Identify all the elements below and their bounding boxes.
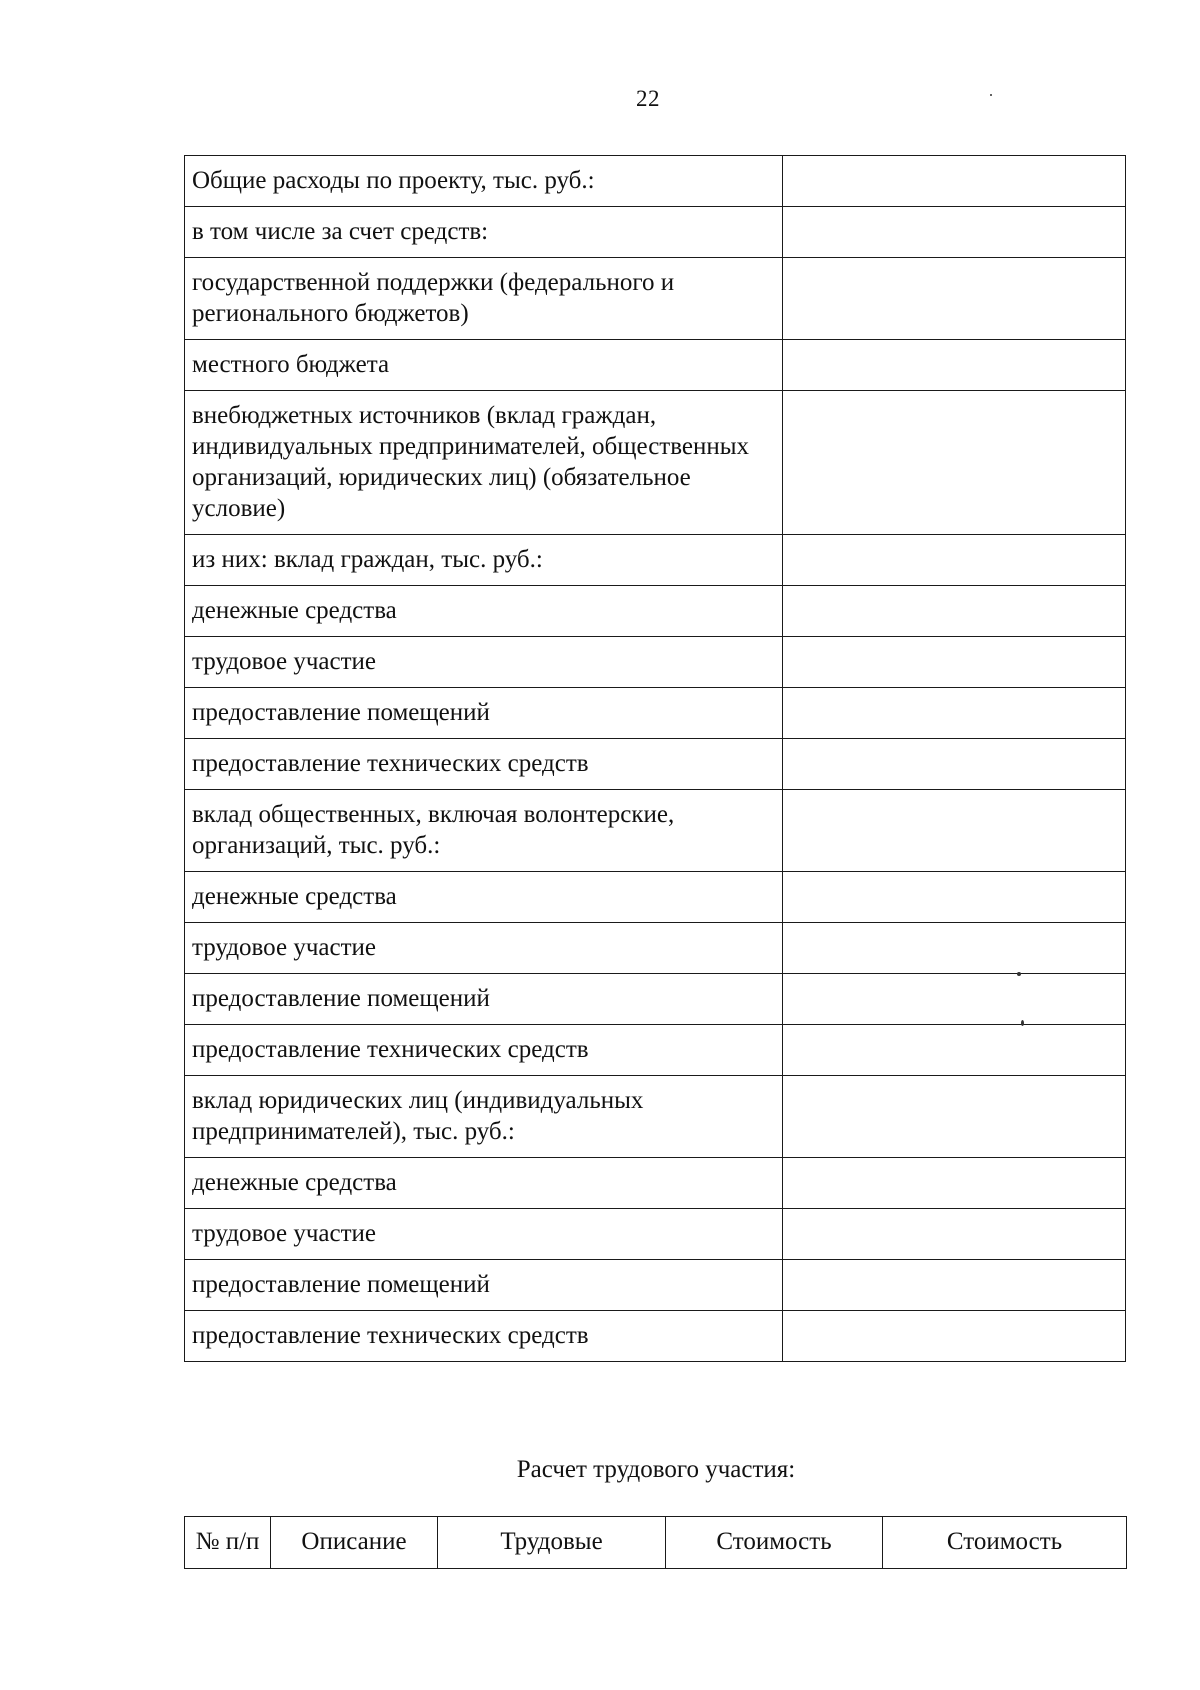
row-value — [783, 688, 1126, 739]
table-row — [185, 586, 1126, 637]
row-value — [783, 391, 1126, 535]
labor-calculation-table — [184, 1516, 1127, 1569]
row-value — [783, 156, 1126, 207]
scan-speck — [1017, 972, 1021, 976]
row-value — [783, 1076, 1126, 1158]
table-row — [185, 258, 1126, 340]
row-label: предоставление технических средств — [185, 1025, 783, 1076]
row-label: предоставление помещений — [185, 688, 783, 739]
table-row — [185, 1158, 1126, 1209]
row-label: Общие расходы по проекту, тыс. руб.: — [185, 156, 783, 207]
project-expenses-table — [184, 155, 1126, 1362]
row-label: денежные средства — [185, 872, 783, 923]
row-value — [783, 586, 1126, 637]
row-value — [783, 923, 1126, 974]
table-row — [185, 974, 1126, 1025]
row-value — [783, 207, 1126, 258]
row-value — [783, 1209, 1126, 1260]
row-label: из них: вклад граждан, тыс. руб.: — [185, 535, 783, 586]
table-row — [185, 535, 1126, 586]
table-row — [185, 1076, 1126, 1158]
row-label: трудовое участие — [185, 923, 783, 974]
row-value — [783, 872, 1126, 923]
row-label: вклад юридических лиц (индивидуальных предпринимателей), тыс. руб.: — [185, 1076, 783, 1158]
table-row — [185, 923, 1126, 974]
page-number: 22 — [636, 86, 660, 111]
row-value — [783, 974, 1126, 1025]
row-value — [783, 1311, 1126, 1362]
row-label: внебюджетных источников (вклад граждан, индивидуальных предпринимателей, общественных организаций, юридических лиц) (обязательное условие) — [185, 391, 783, 535]
scan-speck — [1021, 1020, 1024, 1026]
table-row — [185, 1311, 1126, 1362]
row-value — [783, 739, 1126, 790]
table-row — [185, 1260, 1126, 1311]
row-label: денежные средства — [185, 586, 783, 637]
scan-speck — [990, 94, 992, 96]
row-label: предоставление помещений — [185, 974, 783, 1025]
labor-header-row — [185, 1517, 1127, 1569]
row-label: денежные средства — [185, 1158, 783, 1209]
column-header-cost: Стоимость — [666, 1517, 883, 1569]
column-header-number: № п/п — [185, 1517, 271, 1569]
table-row — [185, 207, 1126, 258]
row-value — [783, 1260, 1126, 1311]
labor-calculation-title: Расчет трудового участия: — [516, 1456, 796, 1483]
column-header-labor: Трудовые — [438, 1517, 666, 1569]
row-label: предоставление технических средств — [185, 1311, 783, 1362]
table-row — [185, 688, 1126, 739]
row-label: вклад общественных, включая волонтерские, организаций, тыс. руб.: — [185, 790, 783, 872]
row-label: в том числе за счет средств: — [185, 207, 783, 258]
table-row — [185, 739, 1126, 790]
table-row — [185, 790, 1126, 872]
row-label: государственной поддержки (федерального и регионального бюджетов) — [185, 258, 783, 340]
row-value — [783, 790, 1126, 872]
row-value — [783, 1158, 1126, 1209]
row-label: трудовое участие — [185, 637, 783, 688]
column-header-description: Описание — [271, 1517, 438, 1569]
row-label: трудовое участие — [185, 1209, 783, 1260]
table-row — [185, 1209, 1126, 1260]
row-value — [783, 258, 1126, 340]
table-row — [185, 156, 1126, 207]
row-label: предоставление технических средств — [185, 739, 783, 790]
row-value — [783, 637, 1126, 688]
row-value — [783, 340, 1126, 391]
table-row — [185, 340, 1126, 391]
table-row — [185, 391, 1126, 535]
table-row — [185, 872, 1126, 923]
row-value — [783, 1025, 1126, 1076]
column-header-cost-total: Стоимость — [883, 1517, 1127, 1569]
table-row — [185, 637, 1126, 688]
row-value — [783, 535, 1126, 586]
table-row — [185, 1025, 1126, 1076]
row-label: местного бюджета — [185, 340, 783, 391]
row-label: предоставление помещений — [185, 1260, 783, 1311]
